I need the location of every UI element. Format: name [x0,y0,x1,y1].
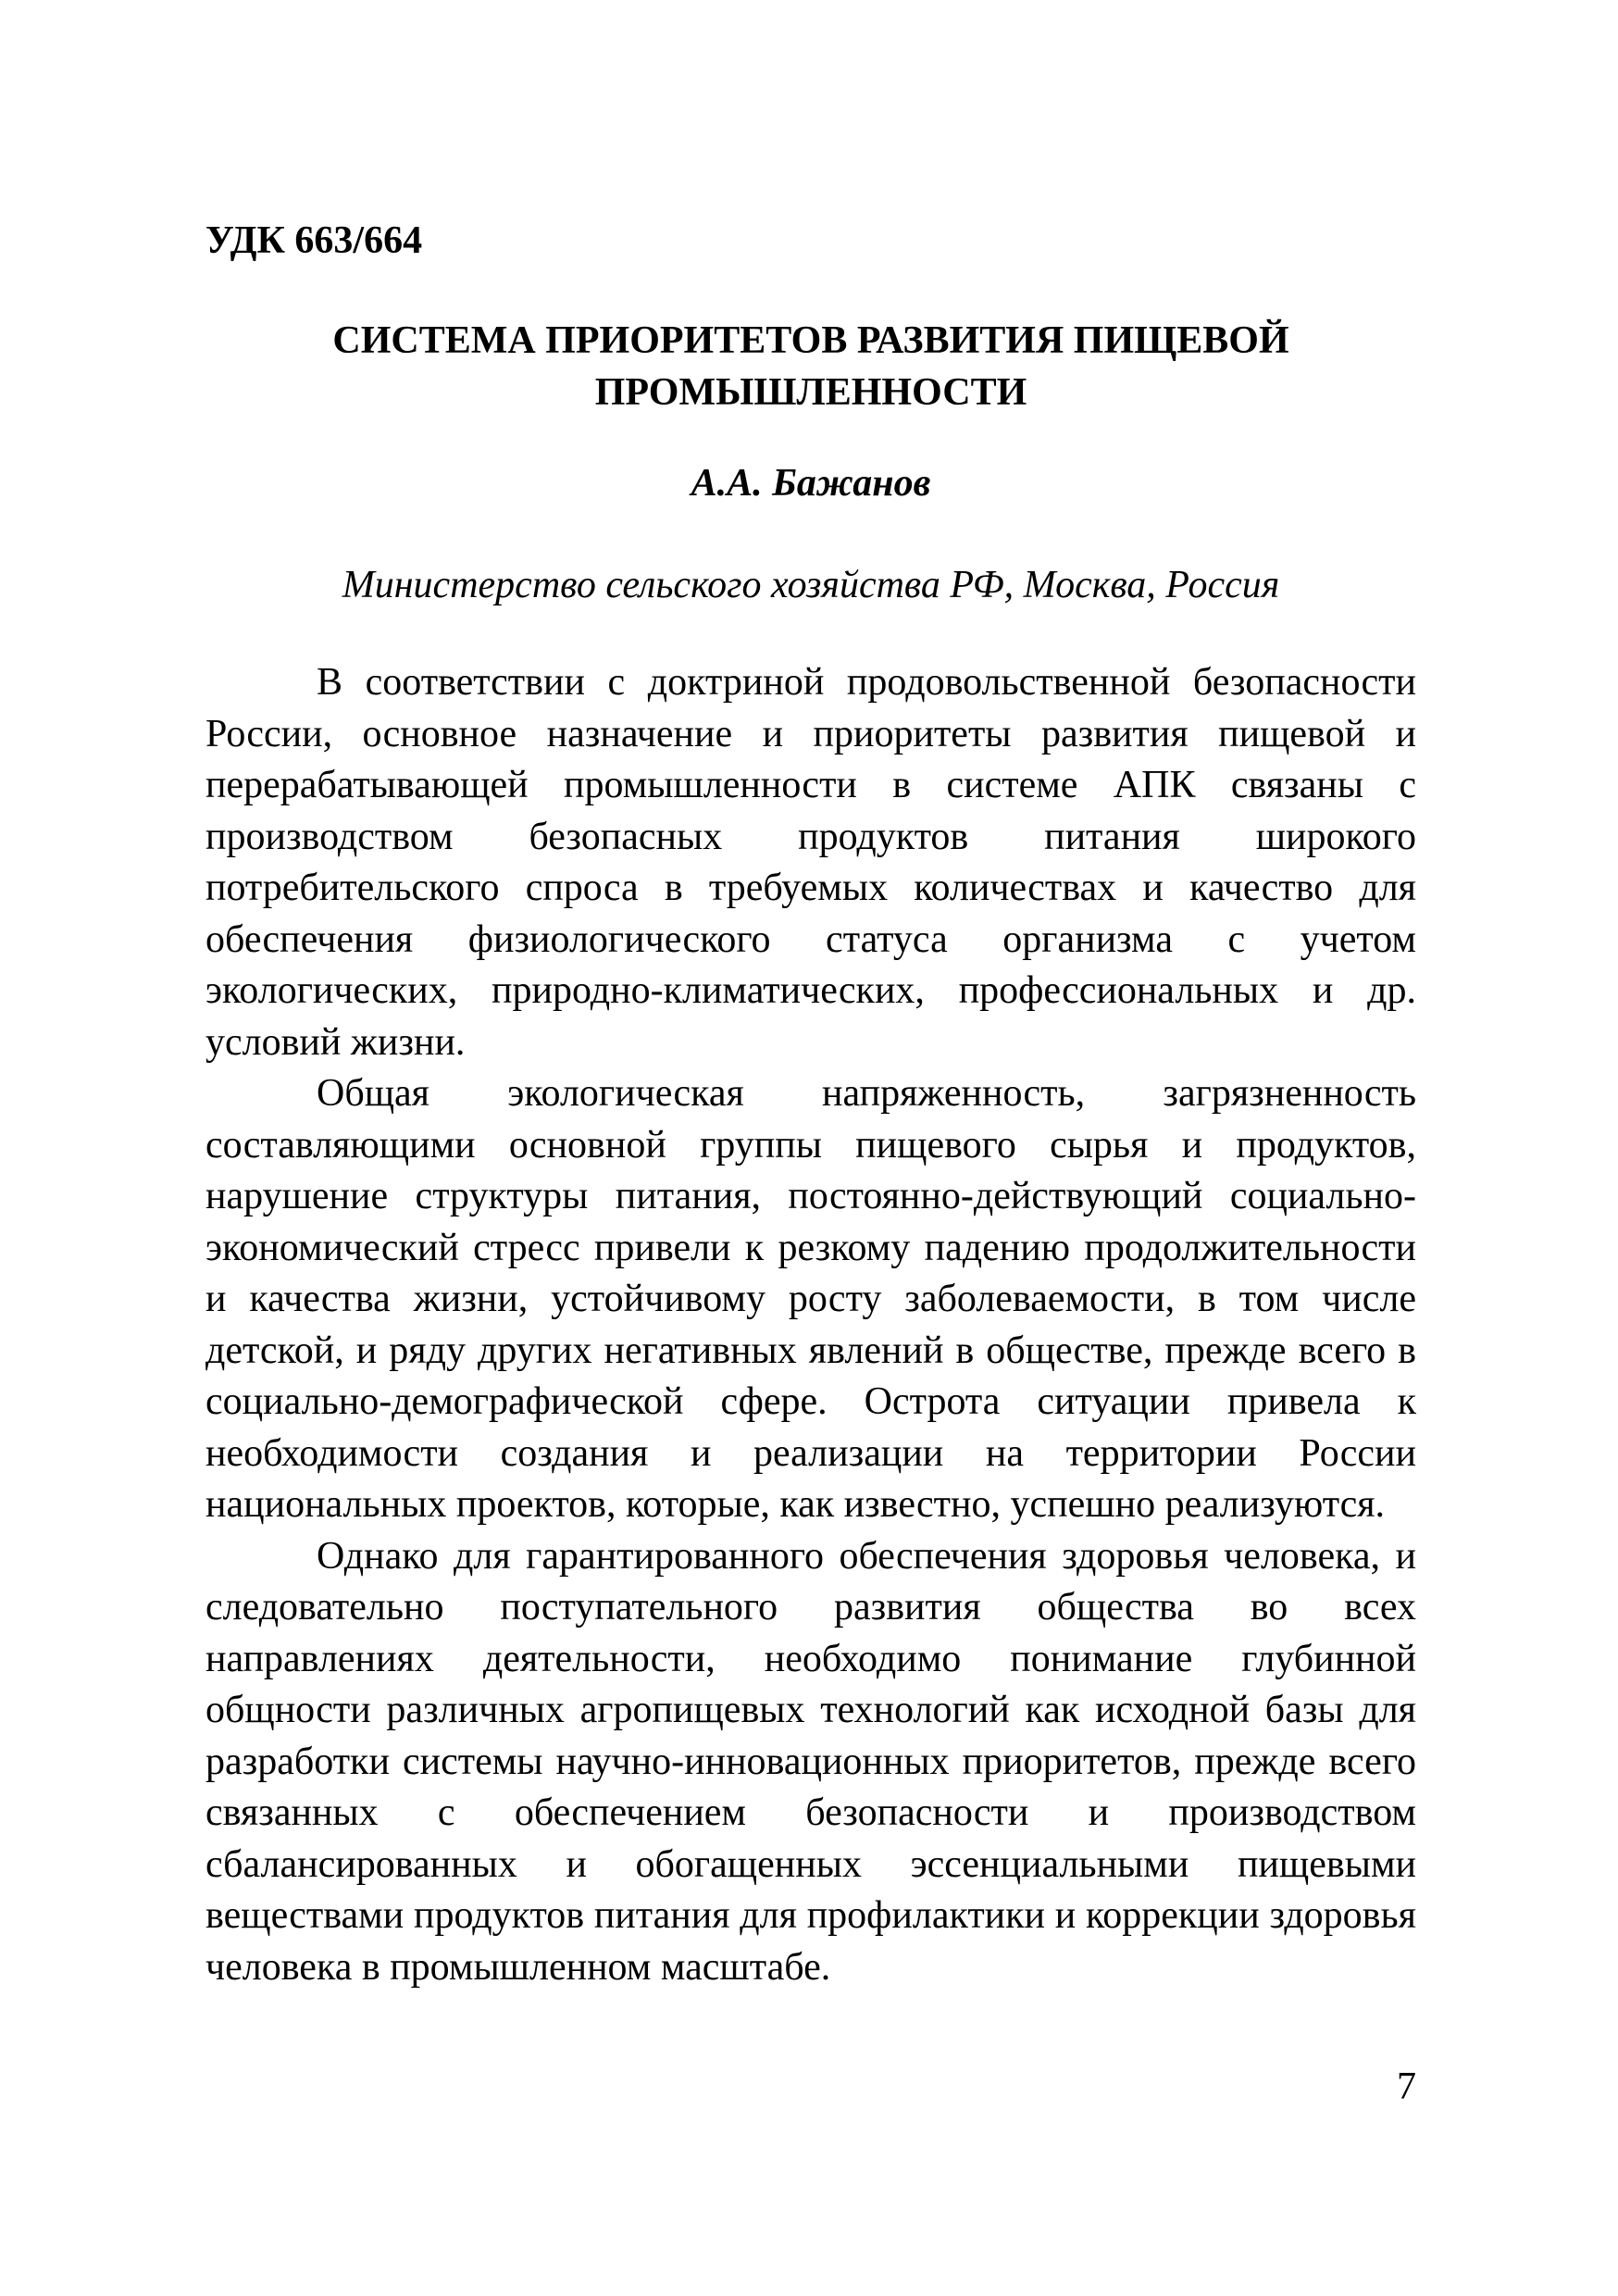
article-title [205,315,1416,418]
author-affiliation: Министерство сельского хозяйства РФ, Москва, Россия [342,564,1280,606]
page-number: 7 [1397,2065,1416,2108]
body-paragraph-3: Однако для гарантированного обеспечения здоровья человека, и следовательно поступательного развития общества во всех направлениях деятельности, необходимо понимание глубинной общности различных агропищевых технологий как исходной базы для разработки системы научно-инновационных приоритетов, прежде всего связанных с обеспечением безопасности и производством сбалансированных и обогащенных эссенциальными пищевыми веществами продуктов питания для профилактики и коррекции здоровья человека в промышленном масштабе. [205,1534,1416,1989]
body-paragraph-2: Общая экологическая напряженность, загрязненность составляющими основной группы пищевого сырья и продуктов, нарушение структуры питания, постоянно-действующий социально-экономический стресс привели к резкому падению продолжительности и качества жизни, устойчивому росту заболеваемости, в том числе детской, и ряду других негативных явлений в обществе, прежде всего в социально-демографической сфере. Острота ситуации привела к необходимости создания и реализации на территории России национальных проектов, которые, как известно, успешно реализуются. [205,1072,1416,1526]
article-title-line-1: СИСТЕМА ПРИОРИТЕТОВ РАЗВИТИЯ ПИЩЕВОЙ [332,319,1289,362]
body-paragraph-1: В соответствии с доктриной продовольственной безопасности России, основное назначение и приоритеты развития пищевой и перерабатывающей промышленности в системе АПК связаны с производством безопасных продуктов питания широкого потребительского спроса в требуемых количествах и качество для обеспечения физиологического статуса организма с учетом экологических, природно-климатических, профессиональных и др. условий жизни. [205,661,1416,1064]
article-title-line-2: ПРОМЫШЛЕННОСТИ [594,371,1027,414]
author-name: А.А. Бажанов [691,462,931,505]
article-body [205,657,1416,1993]
udk-code: УДК 663/664 [205,219,423,262]
